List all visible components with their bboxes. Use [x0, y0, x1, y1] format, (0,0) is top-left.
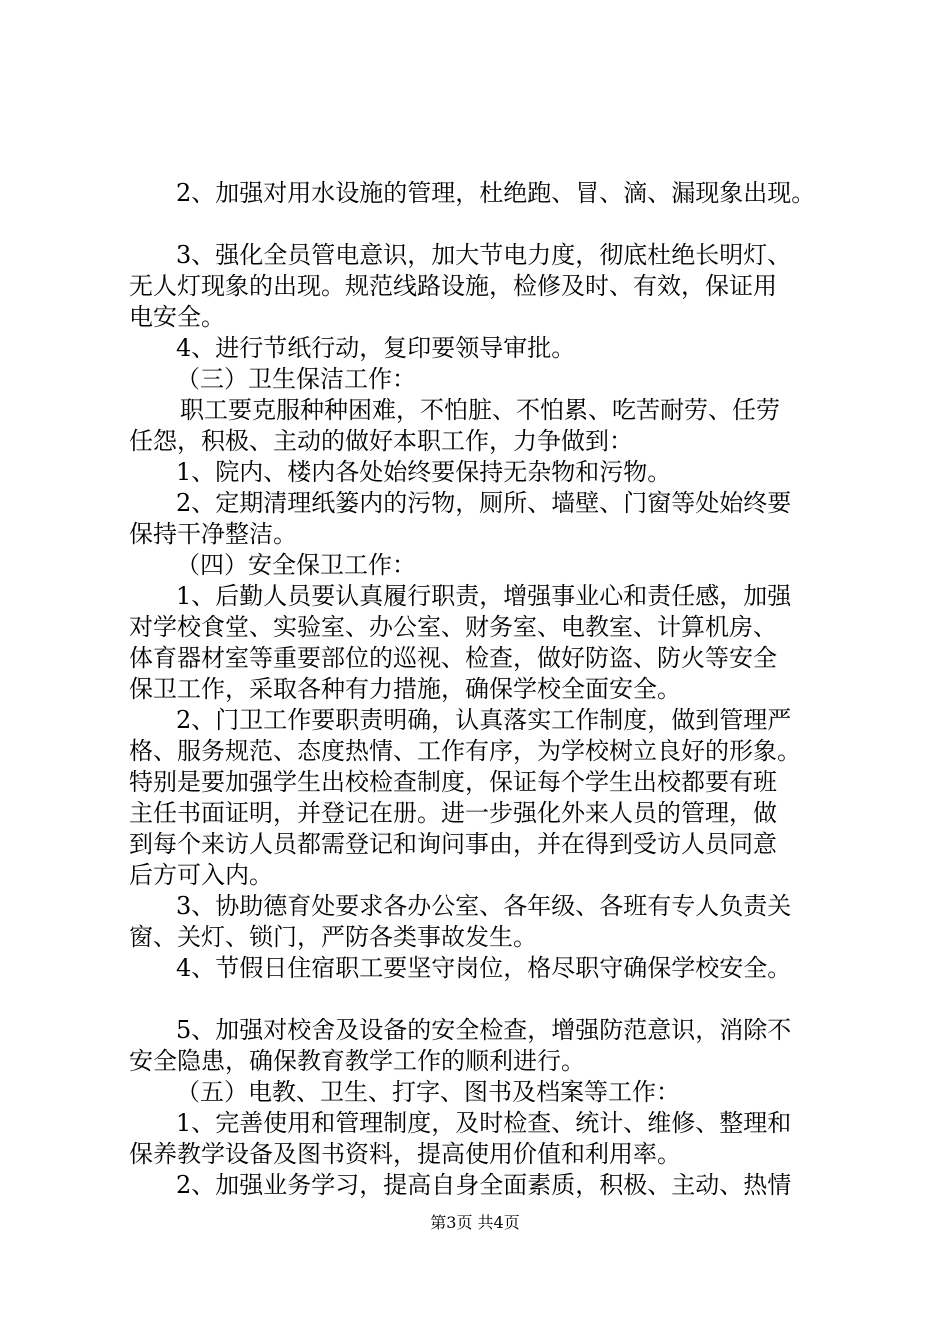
paragraph-line: 3、协助德育处要求各办公室、各年级、各班有专人负责关 [176, 892, 792, 920]
paragraph-line: 保持干净整洁。 [129, 520, 297, 548]
paragraph-line: 安全隐患，确保教育教学工作的顺利进行。 [129, 1047, 585, 1075]
paragraph-line: 无人灯现象的出现。规范线路设施，检修及时、有效，保证用 [129, 272, 777, 300]
paragraph-line: 3、强化全员管电意识，加大节电力度，彻底杜绝长明灯、 [176, 241, 792, 269]
paragraph-line: 5、加强对校舍及设备的安全检查，增强防范意识，消除不 [176, 1016, 792, 1044]
paragraph-line: 主任书面证明，并登记在册。进一步强化外来人员的管理，做 [129, 799, 777, 827]
paragraph-line: 1、后勤人员要认真履行职责，增强事业心和责任感，加强 [176, 582, 792, 610]
paragraph-line: 特别是要加强学生出校检查制度，保证每个学生出校都要有班 [129, 768, 777, 796]
section-heading: （三）卫生保洁工作： [176, 365, 416, 393]
paragraph-line: 2、定期清理纸篓内的污物，厕所、墙壁、门窗等处始终要 [176, 489, 792, 517]
page-footer: 第3页 共4页 [430, 1213, 520, 1232]
paragraph-line: 到每个来访人员都需登记和询问事由，并在得到受访人员同意 [129, 830, 777, 858]
paragraph-line: 电安全。 [129, 303, 225, 331]
paragraph-line: 2、门卫工作要职责明确，认真落实工作制度，做到管理严 [176, 706, 792, 734]
paragraph-line: 2、加强业务学习，提高自身全面素质，积极、主动、热情 [176, 1171, 792, 1199]
paragraph-line: 保养教学设备及图书资料，提高使用价值和利用率。 [129, 1140, 681, 1168]
paragraph-line: 1、完善使用和管理制度，及时检查、统计、维修、整理和 [176, 1109, 792, 1137]
paragraph-line: 职工要克服种种困难，不怕脏、不怕累、吃苦耐劳、任劳 [180, 396, 780, 424]
paragraph-line: 1、院内、楼内各处始终要保持无杂物和污物。 [176, 458, 672, 486]
paragraph-line: 4、节假日住宿职工要坚守岗位，格尽职守确保学校安全。 [176, 954, 792, 982]
paragraph-line: 保卫工作，采取各种有力措施，确保学校全面安全。 [129, 675, 681, 703]
section-heading: （五）电教、卫生、打字、图书及档案等工作： [176, 1078, 680, 1106]
paragraph-line: 体育器材室等重要部位的巡视、检查，做好防盗、防火等安全 [129, 644, 777, 672]
paragraph-line: 4、进行节纸行动，复印要领导审批。 [176, 334, 576, 362]
paragraph-line: 任怨，积极、主动的做好本职工作，力争做到： [129, 427, 633, 455]
paragraph-line: 窗、关灯、锁门，严防各类事故发生。 [129, 923, 537, 951]
section-heading: （四）安全保卫工作： [176, 551, 416, 579]
paragraph-line: 格、服务规范、态度热情、工作有序，为学校树立良好的形象。 [129, 737, 801, 765]
paragraph-line: 2、加强对用水设施的管理，杜绝跑、冒、滴、漏现象出现。 [176, 179, 816, 207]
paragraph-line: 后方可入内。 [129, 861, 273, 889]
paragraph-line: 对学校食堂、实验室、办公室、财务室、电教室、计算机房、 [129, 613, 777, 641]
